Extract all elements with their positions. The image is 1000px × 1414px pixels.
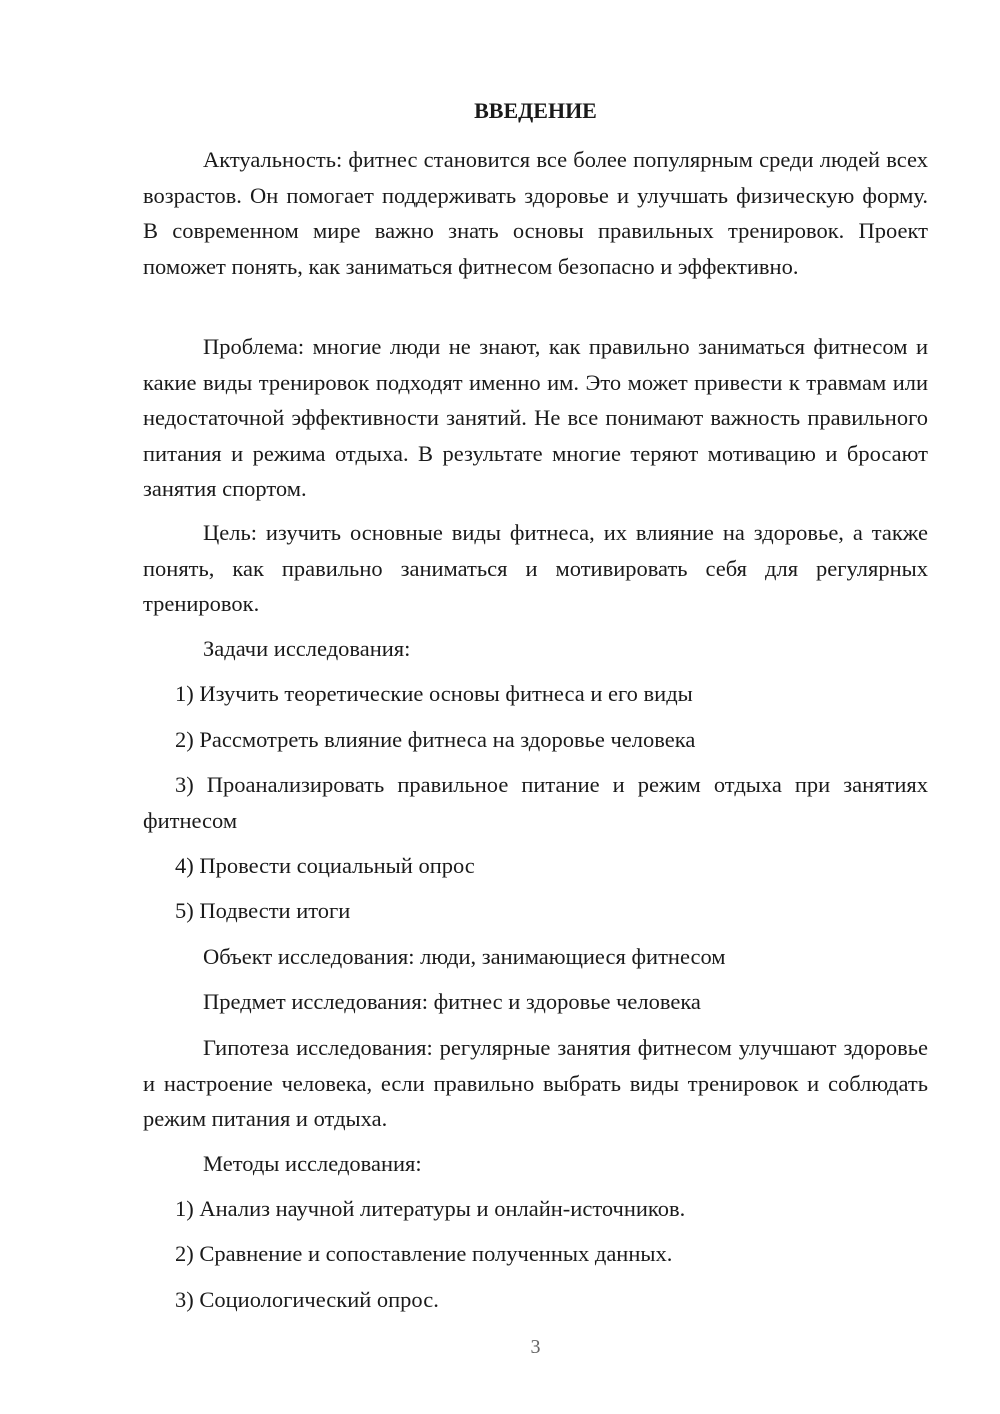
document-page (143, 0, 928, 1414)
page-number: 3 (530, 1336, 541, 1358)
object-line: Объект исследования: люди, занимающиеся фитнесом (203, 944, 726, 969)
subject-line: Предмет исследования: фитнес и здоровье человека (203, 989, 701, 1014)
task-item: 3) Проанализировать правильное питание и режим отдыха при занятиях фитнесом (143, 772, 928, 833)
goal-paragraph: Цель: изучить основные виды фитнеса, их влияние на здоровье, а также понять, как правильно заниматься и мотивировать себя для регулярных тренировок. (143, 520, 928, 616)
section-title: ВВЕДЕНИЕ (474, 98, 597, 123)
tasks-heading: Задачи исследования: (203, 636, 411, 661)
task-item: 4) Провести социальный опрос (175, 853, 475, 878)
method-item: 2) Сравнение и сопоставление полученных данных. (175, 1241, 673, 1266)
task-item: 1) Изучить теоретические основы фитнеса и его виды (175, 681, 693, 706)
method-item: 3) Социологический опрос. (175, 1287, 439, 1312)
relevance-paragraph: Актуальность: фитнес становится все более популярным среди людей всех возрастов. Он помогает поддерживать здоровье и улучшать физическую форму. В современном мире важно знать основы правильных тренировок. Проект поможет понять, как заниматься фитнесом безопасно и эффективно. (143, 147, 928, 279)
hypothesis-paragraph: Гипотеза исследования: регулярные занятия фитнесом улучшают здоровье и настроение человека, если правильно выбрать виды тренировок и соблюдать режим питания и отдыха. (143, 1035, 928, 1131)
task-item: 2) Рассмотреть влияние фитнеса на здоровье человека (175, 727, 696, 752)
problem-paragraph: Проблема: многие люди не знают, как правильно заниматься фитнесом и какие виды тренировок подходят именно им. Это может привести к травмам или недостаточной эффективности занятий. Не все понимают важность правильного питания и режима отдыха. В результате многие теряют мотивацию и бросают занятия спортом. (143, 334, 928, 501)
method-item: 1) Анализ научной литературы и онлайн-источников. (175, 1196, 686, 1221)
methods-heading: Методы исследования: (203, 1151, 422, 1176)
task-item: 5) Подвести итоги (175, 898, 351, 923)
